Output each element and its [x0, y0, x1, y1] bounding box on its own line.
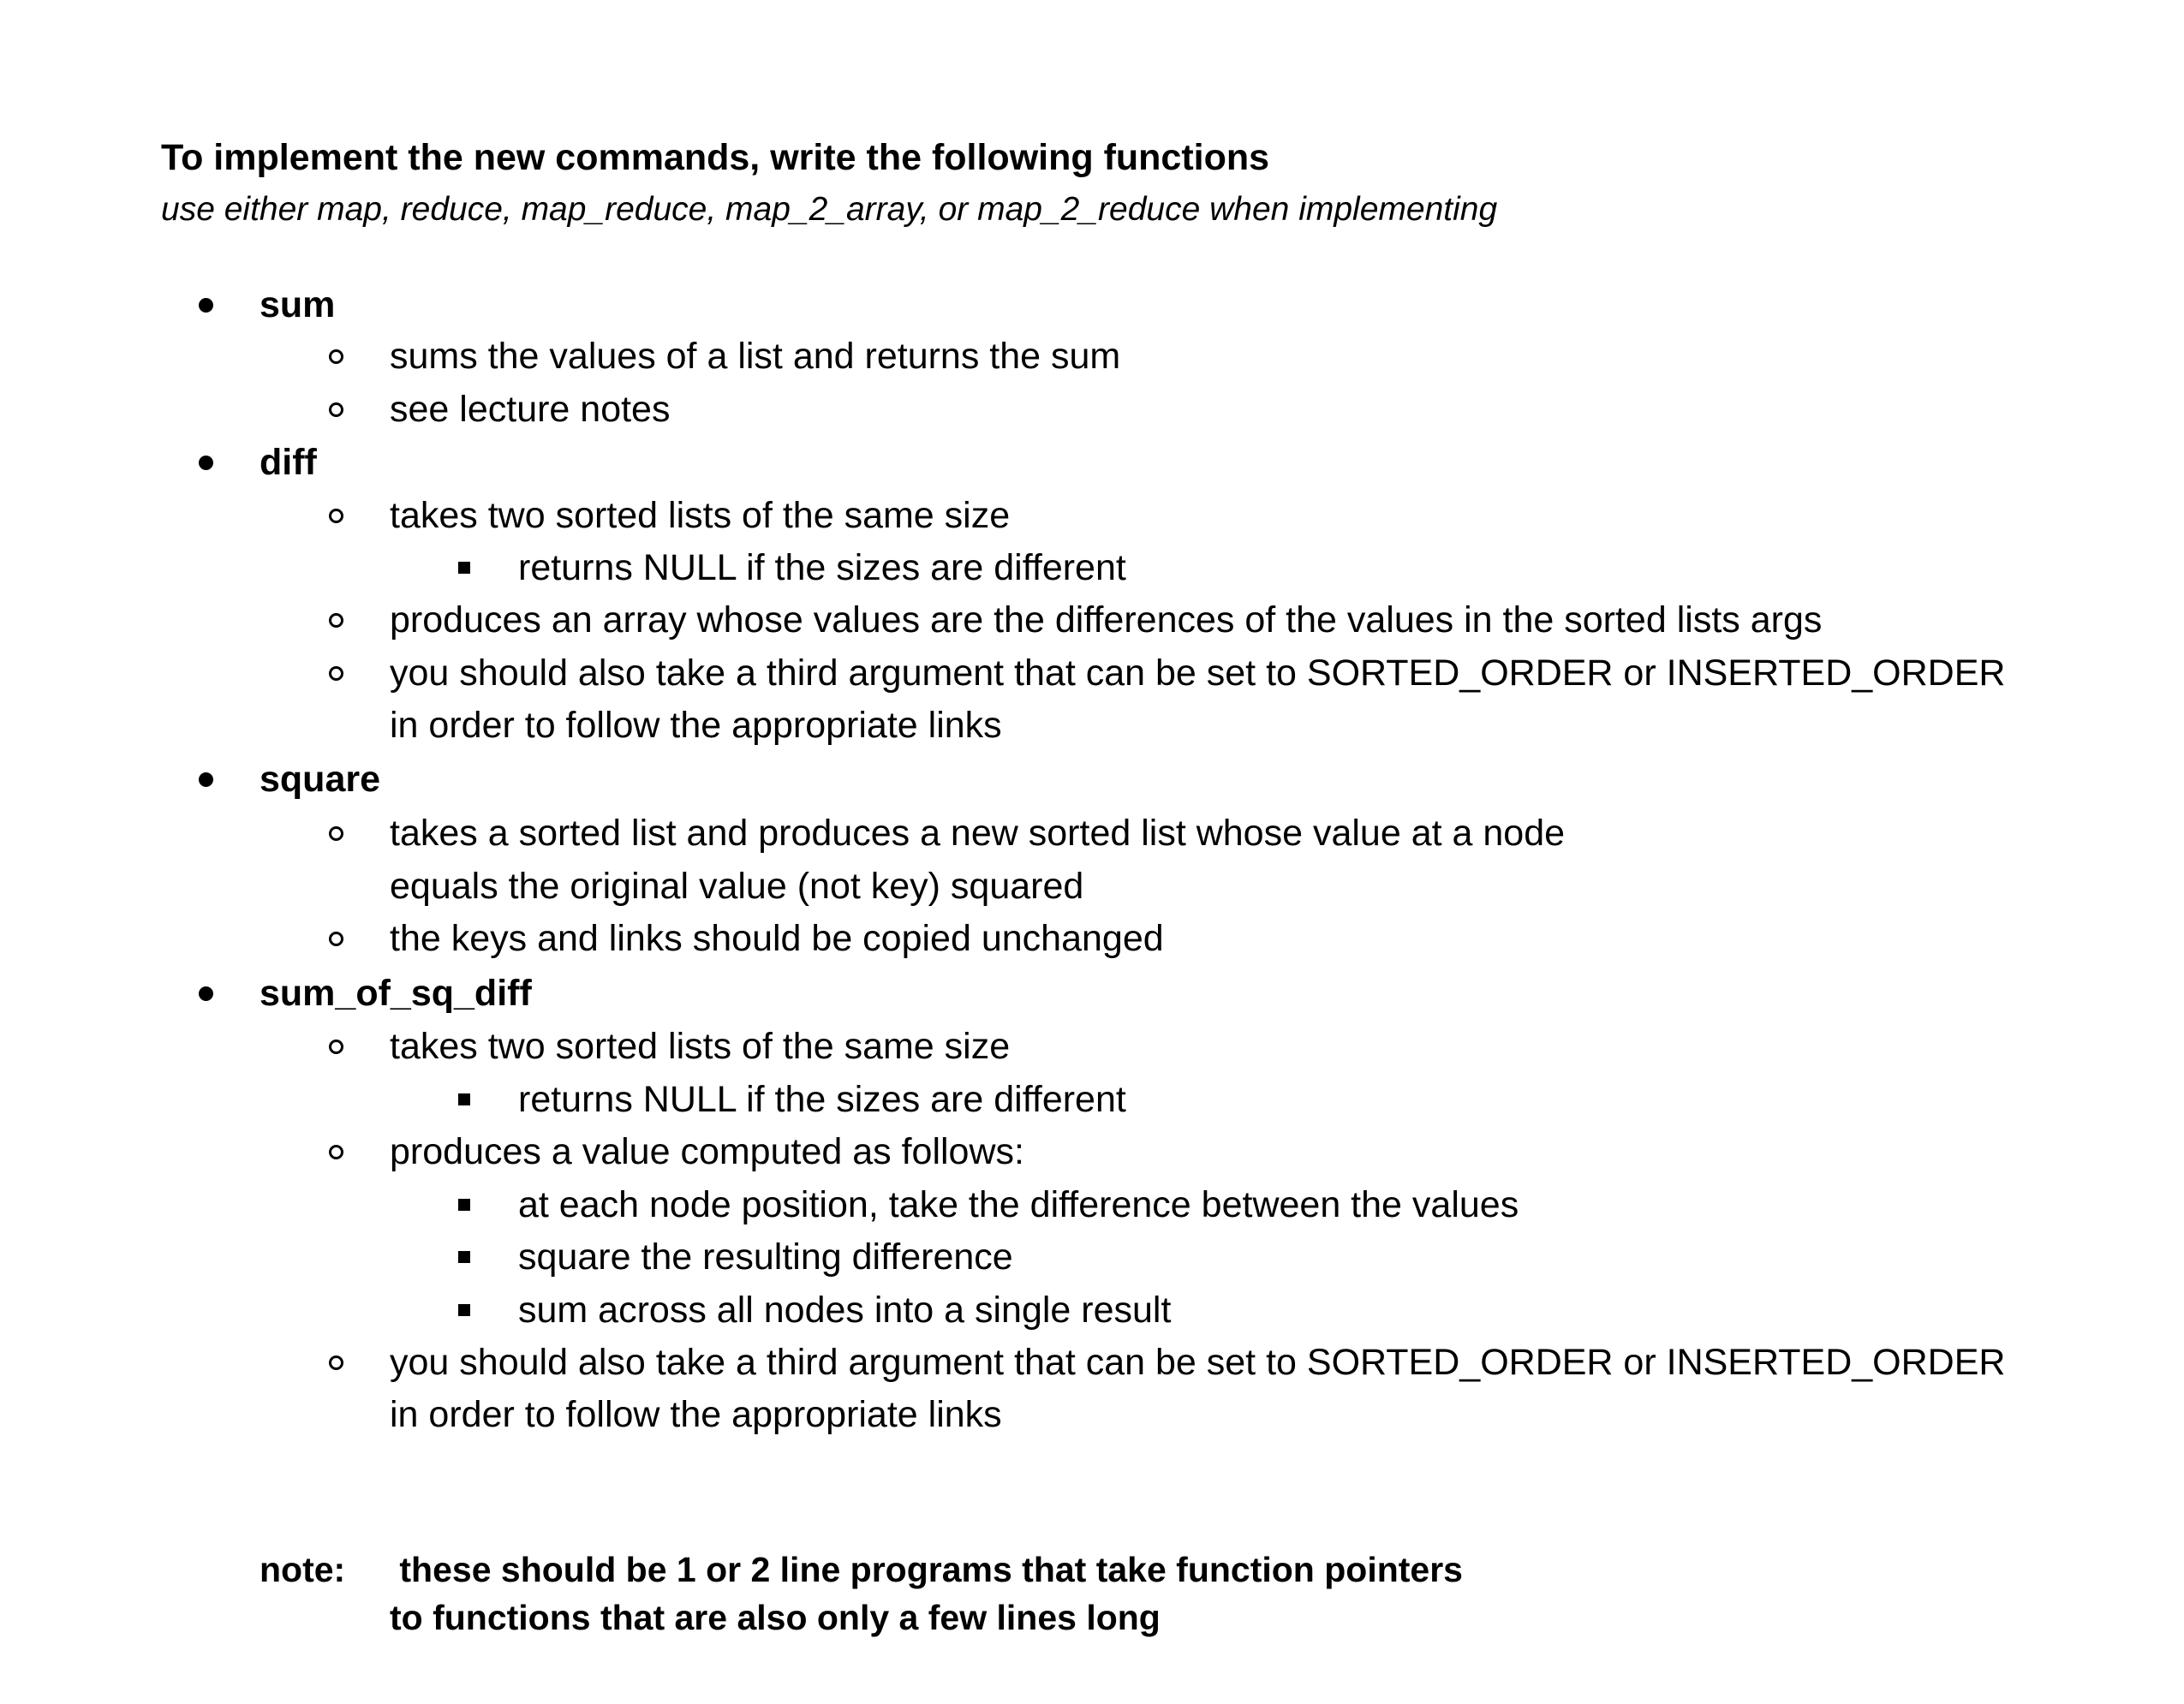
item-text-continuation: in order to follow the appropriate links — [390, 1394, 1002, 1435]
heading-title: To implement the new commands, write the following functions — [161, 137, 1270, 178]
square-bullet-icon — [456, 1284, 473, 1336]
circle-bullet-icon — [321, 807, 350, 859]
item-text: takes two sorted lists of the same size — [390, 1026, 1011, 1067]
function-name: square — [260, 759, 381, 800]
circle-bullet-icon — [321, 331, 350, 382]
item-text: produces an array whose values are the differences of the values in the sorted lists args — [390, 599, 1823, 640]
function-name: sum_of_sq_diff — [260, 973, 532, 1014]
bullet-icon — [194, 754, 218, 805]
function-name: diff — [260, 442, 317, 483]
note-text — [390, 1546, 1463, 1641]
square-bullet-icon — [456, 542, 473, 593]
circle-bullet-icon — [321, 1021, 350, 1072]
item-text: produces a value computed as follows: — [390, 1131, 1024, 1172]
subitem-text: returns NULL if the sizes are different — [518, 1079, 1126, 1120]
circle-bullet-icon — [321, 1337, 350, 1388]
circle-bullet-icon — [321, 384, 350, 435]
square-bullet-icon — [456, 1231, 473, 1283]
item-text: you should also take a third argument that can be set to SORTED_ORDER or INSERTED_ORDER — [390, 652, 2006, 694]
circle-bullet-icon — [321, 913, 350, 964]
item-text-continuation: in order to follow the appropriate links — [390, 705, 1002, 746]
item-text: see lecture notes — [390, 389, 671, 430]
bullet-icon — [194, 968, 218, 1019]
note-label: note: — [260, 1550, 346, 1589]
item-text: sums the values of a list and returns the sum — [390, 336, 1121, 377]
item-text: takes a sorted list and produces a new sorted list whose value at a node — [390, 813, 1566, 854]
item-text-continuation: equals the original value (not key) squared — [390, 866, 1084, 907]
note-line-2: to functions that are also only a few lines long — [390, 1598, 1161, 1637]
item-text: you should also take a third argument that can be set to SORTED_ORDER or INSERTED_ORDER — [390, 1342, 2006, 1383]
subitem-text: square the resulting difference — [518, 1236, 1013, 1278]
circle-bullet-icon — [321, 594, 350, 646]
item-text: the keys and links should be copied unchanged — [390, 918, 1164, 959]
subitem-text: returns NULL if the sizes are different — [518, 547, 1126, 588]
square-bullet-icon — [456, 1074, 473, 1125]
bullet-icon — [194, 437, 218, 488]
item-text: takes two sorted lists of the same size — [390, 495, 1011, 536]
subitem-text: sum across all nodes into a single result — [518, 1290, 1172, 1331]
function-name: sum — [260, 284, 336, 325]
circle-bullet-icon — [321, 647, 350, 699]
heading-subtitle: use either map, reduce, map_reduce, map_2_array, or map_2_reduce when implementing — [161, 191, 1498, 228]
circle-bullet-icon — [321, 1126, 350, 1177]
square-bullet-icon — [456, 1179, 473, 1230]
circle-bullet-icon — [321, 490, 350, 541]
note-line-1: these should be 1 or 2 line programs that take function pointers — [390, 1550, 1463, 1589]
subitem-text: at each node position, take the difference between the values — [518, 1184, 1519, 1225]
bullet-icon — [194, 279, 218, 331]
